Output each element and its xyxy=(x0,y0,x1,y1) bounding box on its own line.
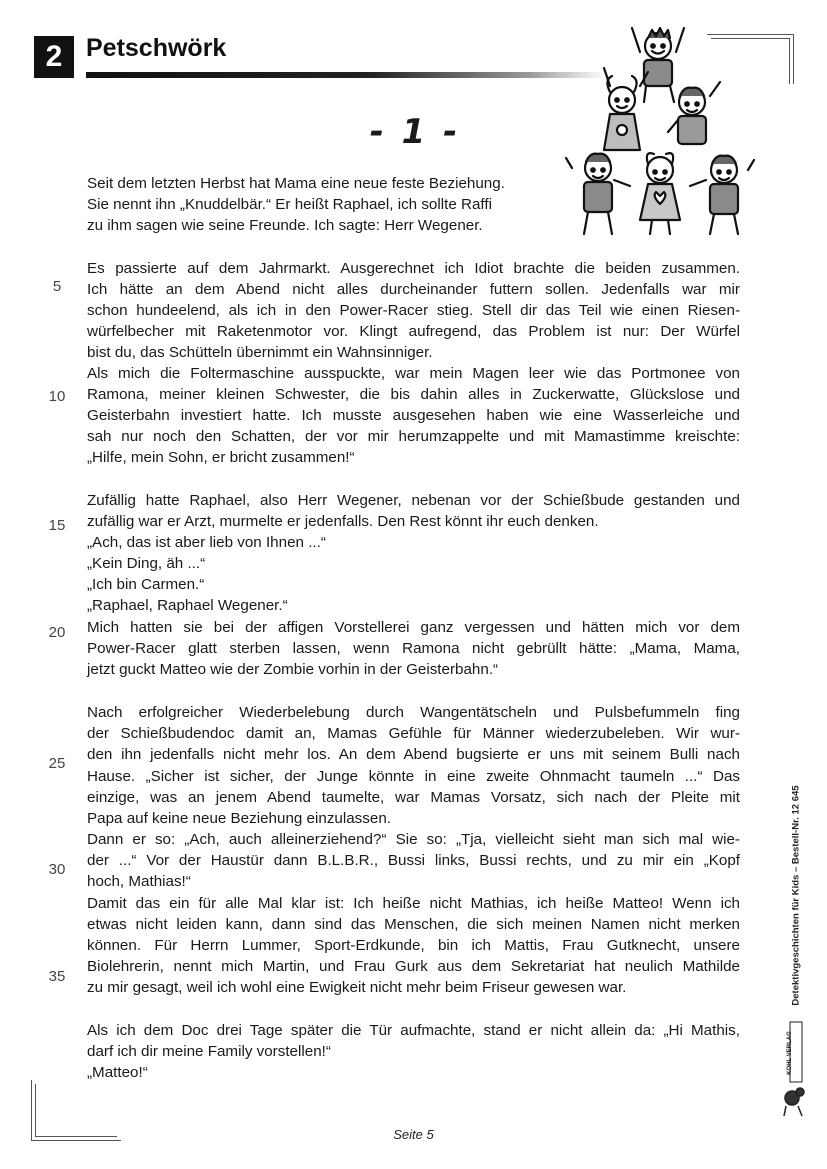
text-line: Ramona, meiner kleinen Schwester, die bis dahin alles in Zuckerwatte, Glückslose und xyxy=(87,386,740,403)
text-line: zu mir gesagt, weil ich wohl eine Ewigkeit nicht mehr beim Friseur gewesen war. xyxy=(87,979,627,996)
text-line: Seit dem letzten Herbst hat Mama eine neue feste Beziehung. xyxy=(87,175,505,192)
publisher-sidebar xyxy=(776,720,816,1120)
text-line: „Hilfe, mein Sohn, er bricht zusammen!“ xyxy=(87,449,355,466)
text-line: der Schießbudendoc damit an, Mamas Gefühle für Männer wiederzubeleben. Wir wur- xyxy=(87,725,740,742)
line-number: 15 xyxy=(48,517,66,534)
text-line: einzige, was an jenem Abend taumelte, war Mamas Vorsatz, sich nach der Pleite mit xyxy=(87,789,740,806)
line-number: 5 xyxy=(52,278,62,295)
text-line: Ich hätte an dem Abend nicht alles durcheinander futtern sollen. Jedenfalls war mir xyxy=(87,281,740,298)
text-line: „Ich bin Carmen.“ xyxy=(87,576,205,593)
text-line: Dann er so: „Ach, auch alleinerziehend?“ Sie so: „Tja, vielleicht sieht man sich mal wie- xyxy=(87,831,740,848)
text-line: Mich hatten sie bei der affigen Vorstellerei ganz vergessen und hätten mich vor dem xyxy=(87,619,740,636)
text-line: zu ihm sagen wie seine Freunde. Ich sagte: Herr Wegener. xyxy=(87,217,483,234)
publisher-logo-icon xyxy=(780,1020,810,1120)
line-number: 20 xyxy=(48,624,66,641)
text-line: „Ach, das ist aber lieb von Ihnen ...“ xyxy=(87,534,326,551)
text-line: der ...“ Vor der Haustür dann B.L.B.R., Bussi links, Bussi rechts, und zu mir ein „Kopf xyxy=(87,852,740,869)
kids-pyramid-illustration xyxy=(560,20,760,242)
page-title: Petschwörk xyxy=(86,34,227,62)
title-underline xyxy=(86,72,606,78)
sidebar-order-info: Detektivgeschichten für Kids – Bestell-Nr. 12 645 xyxy=(790,785,802,1006)
text-line: „Kein Ding, äh ...“ xyxy=(87,555,206,572)
text-line: Hause. „Sicher ist sicher, der Junge könnte in eine zweite Ohnmacht taumeln ...“ Das xyxy=(87,768,740,785)
text-line: Biolehrerin, nennt mich Martin, und Frau Gurk aus dem Sekretariat hat neulich Mathilde xyxy=(87,958,740,975)
text-line: den ihn jedenfalls nicht mehr los. An dem Abend bugsierte er uns mit seinem Bulli nach xyxy=(87,746,740,763)
text-line: Papa auf keine neue Beziehung einzulassen. xyxy=(87,810,391,827)
chapter-heading: - 1 - xyxy=(369,112,461,152)
text-line: „Matteo!“ xyxy=(87,1064,148,1081)
frame-corner-right xyxy=(793,34,794,84)
text-line: Es passierte auf dem Jahrmarkt. Ausgerechnet ich Idiot brachte die beiden zusammen. xyxy=(87,260,740,277)
publisher-logo-text: KOHL VERLAG xyxy=(787,1031,793,1075)
line-number: 25 xyxy=(48,755,66,772)
text-line: zufällig war er Arzt, murmelte er jedenfalls. Den Rest könnt ihr euch denken. xyxy=(87,513,599,530)
frame-corner-right-inner xyxy=(789,38,790,84)
page-number: Seite 5 xyxy=(393,1127,434,1142)
text-line: darf ich dir meine Family vorstellen!“ xyxy=(87,1043,331,1060)
text-line: sah nur noch den Schatten, der vor mir herumzappelte und mit Mamastimme kreischte: xyxy=(87,428,740,445)
chapter-number-badge: 2 xyxy=(34,36,74,78)
text-line: Geisterbahn investiert hatte. Ich musste ausgesehen haben wie eine Wasserleiche und xyxy=(87,407,740,424)
text-line: können. Für Herrn Lummer, Sport-Erdkunde, bin ich Mattis, Frau Gutknecht, unsere xyxy=(87,937,740,954)
text-line: würfelbecher mit Raketenmotor vor. Klingt aufregend, das Problem ist nur: Der Würfel xyxy=(87,323,740,340)
text-line: bist du, das Schütteln übernimmt ein Wahnsinniger. xyxy=(87,344,433,361)
text-line: hoch, Mathias!“ xyxy=(87,873,191,890)
text-line: „Raphael, Raphael Wegener.“ xyxy=(87,597,288,614)
text-line: Sie nennt ihn „Knuddelbär.“ Er heißt Raphael, ich sollte Raffi xyxy=(87,196,492,213)
text-line: Power-Racer glatt sterben lassen, wenn Ramona nicht gebrüllt hätte: „Mama, Mama, xyxy=(87,640,740,657)
text-line: Zufällig hatte Raphael, also Herr Wegener, nebenan vor der Schießbude gestanden und xyxy=(87,492,740,509)
text-line: jetzt guckt Matteo wie der Zombie vorhin in der Geisterbahn.“ xyxy=(87,661,499,678)
line-number: 10 xyxy=(48,388,66,405)
text-line: etwas nicht leiden kann, dann sind das Menschen, die sich meinen Namen nicht merken xyxy=(87,916,740,933)
text-line: Als ich dem Doc drei Tage später die Tür aufmachte, stand er nicht allein da: „Hi Mathis, xyxy=(87,1022,740,1039)
line-number: 30 xyxy=(48,861,66,878)
text-line: Damit das ein für alle Mal klar ist: Ich heiße nicht Mathias, ich heiße Matteo! Wenn ich xyxy=(87,895,740,912)
line-number: 35 xyxy=(48,968,66,985)
text-line: Als mich die Foltermaschine ausspuckte, war mein Magen leer wie das Portmonee von xyxy=(87,365,740,382)
text-line: schon hundeelend, als ich in den Power-Racer stieg. Stell dir das Teil wie einen Riesen- xyxy=(87,302,740,319)
text-line: Nach erfolgreicher Wiederbelebung durch Wangentätscheln und Pulsbefummeln fing xyxy=(87,704,740,721)
